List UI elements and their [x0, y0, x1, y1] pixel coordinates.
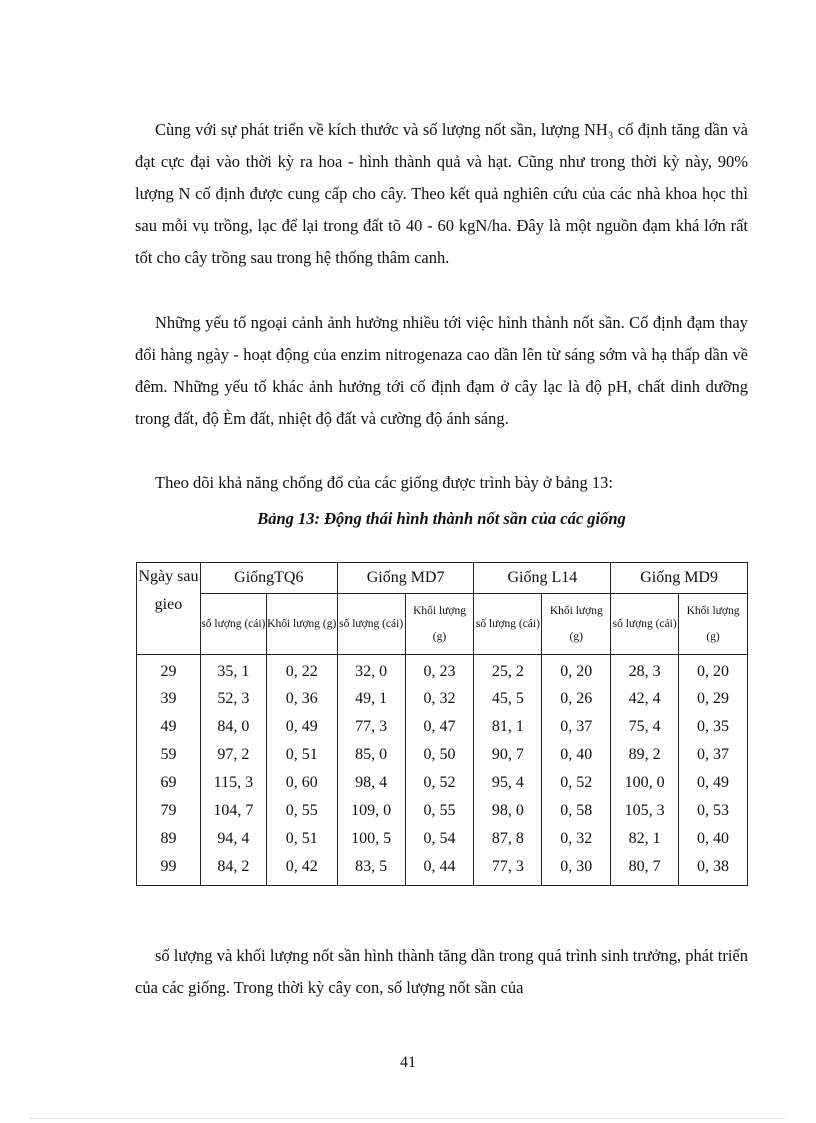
value-cell: 82, 1 — [611, 825, 679, 853]
value-cell: 85, 0 — [337, 741, 405, 769]
value-cell: 42, 4 — [611, 685, 679, 713]
value-cell: 83, 5 — [337, 853, 405, 886]
mass-subheader: Khối lượng (g) — [679, 594, 748, 655]
value-cell: 45, 5 — [474, 685, 542, 713]
value-cell: 81, 1 — [474, 713, 542, 741]
count-subheader: số lượng (cái) — [200, 594, 266, 655]
table-row — [137, 825, 748, 853]
value-cell: 80, 7 — [611, 853, 679, 886]
value-cell: 0, 40 — [542, 741, 611, 769]
value-cell: 90, 7 — [474, 741, 542, 769]
day-cell: 79 — [137, 797, 201, 825]
value-cell: 100, 5 — [337, 825, 405, 853]
variety-header: Giống L14 — [474, 563, 611, 594]
value-cell: 0, 55 — [405, 797, 474, 825]
value-cell: 0, 55 — [266, 797, 337, 825]
value-cell: 0, 44 — [405, 853, 474, 886]
value-cell: 87, 8 — [474, 825, 542, 853]
value-cell: 109, 0 — [337, 797, 405, 825]
table-row — [137, 685, 748, 713]
table-body — [137, 655, 748, 886]
value-cell: 0, 49 — [266, 713, 337, 741]
value-cell: 0, 37 — [542, 713, 611, 741]
variety-header: Giống MD9 — [611, 563, 748, 594]
day-cell: 49 — [137, 713, 201, 741]
value-cell: 0, 20 — [542, 655, 611, 686]
day-cell: 59 — [137, 741, 201, 769]
value-cell: 77, 3 — [474, 853, 542, 886]
value-cell: 0, 53 — [679, 797, 748, 825]
value-cell: 0, 36 — [266, 685, 337, 713]
value-cell: 0, 51 — [266, 741, 337, 769]
count-subheader: số lượng (cái) — [337, 594, 405, 655]
value-cell: 75, 4 — [611, 713, 679, 741]
value-cell: 0, 22 — [266, 655, 337, 686]
paragraph-3: Theo dõi khả năng chống đổ của các giống được trình bày ở bảng 13: — [155, 473, 614, 492]
page-number: 41 — [400, 1054, 416, 1071]
mass-subheader: Khối lượng (g) — [542, 594, 611, 655]
value-cell: 84, 2 — [200, 853, 266, 886]
value-cell: 0, 23 — [405, 655, 474, 686]
value-cell: 0, 40 — [679, 825, 748, 853]
day-header: Ngày sau gieo — [137, 563, 201, 655]
value-cell: 95, 4 — [474, 769, 542, 797]
value-cell: 0, 58 — [542, 797, 611, 825]
value-cell: 104, 7 — [200, 797, 266, 825]
value-cell: 0, 54 — [405, 825, 474, 853]
value-cell: 105, 3 — [611, 797, 679, 825]
value-cell: 0, 32 — [542, 825, 611, 853]
value-cell: 89, 2 — [611, 741, 679, 769]
value-cell: 98, 4 — [337, 769, 405, 797]
variety-header: Giống MD7 — [337, 563, 474, 594]
mass-subheader: Khối lượng (g) — [405, 594, 474, 655]
value-cell: 0, 60 — [266, 769, 337, 797]
value-cell: 77, 3 — [337, 713, 405, 741]
value-cell: 0, 26 — [542, 685, 611, 713]
table-row — [137, 797, 748, 825]
value-cell: 0, 32 — [405, 685, 474, 713]
paragraph-1: Cùng với sự phát triển về kích thước và số lượng nốt sần, lượng NH₃ cố định tăng dần và đạt cực đại vào thời kỳ ra hoa - hình thành quả và hạt. Cũng như trong thời kỳ này, 90% lượng N cố định được cung cấp cho cây. Theo kết quả nghiên cứu của các nhà khoa học thì sau mỗi vụ trồng, lạc để lại trong đất tõ 40 - 60 kgN/ha. Đây là một nguồn đạm khá lớn rất tốt cho cây trồng sau trong hệ thống thâm canh. — [135, 120, 748, 267]
value-cell: 0, 20 — [679, 655, 748, 686]
value-cell: 0, 49 — [679, 769, 748, 797]
variety-header: GiốngTQ6 — [200, 563, 337, 594]
paragraph-2: Những yếu tố ngoại cảnh ảnh hưởng nhiều tới việc hình thành nốt sần. Cố định đạm thay đổi hàng ngày - hoạt động của enzim nitrogenaza cao dần lên từ sáng sớm và hạ thấp dần về đêm. Những yếu tố khác ảnh hưởng tới cố định đạm ở cây lạc là độ pH, chất dinh dưỡng trong đất, độ Èm đất, nhiệt độ đất và cường độ ánh sáng. — [135, 313, 748, 428]
value-cell: 0, 52 — [542, 769, 611, 797]
table-row — [137, 713, 748, 741]
table-row — [137, 655, 748, 686]
value-cell: 28, 3 — [611, 655, 679, 686]
day-cell: 29 — [137, 655, 201, 686]
mass-subheader: Khối lượng (g) — [266, 594, 337, 655]
value-cell: 35, 1 — [200, 655, 266, 686]
page-divider — [30, 1118, 786, 1119]
table-row — [137, 769, 748, 797]
day-cell: 69 — [137, 769, 201, 797]
value-cell: 0, 35 — [679, 713, 748, 741]
value-cell: 97, 2 — [200, 741, 266, 769]
value-cell: 94, 4 — [200, 825, 266, 853]
value-cell: 0, 52 — [405, 769, 474, 797]
value-cell: 0, 37 — [679, 741, 748, 769]
value-cell: 25, 2 — [474, 655, 542, 686]
day-cell: 99 — [137, 853, 201, 886]
value-cell: 0, 47 — [405, 713, 474, 741]
value-cell: 84, 0 — [200, 713, 266, 741]
table-caption: Bảng 13: Động thái hình thành nốt sần của các giống — [257, 509, 626, 528]
count-subheader: số lượng (cái) — [474, 594, 542, 655]
value-cell: 0, 29 — [679, 685, 748, 713]
value-cell: 115, 3 — [200, 769, 266, 797]
value-cell: 0, 42 — [266, 853, 337, 886]
paragraph-4: số lượng và khối lượng nốt sần hình thành tăng dần trong quá trình sinh trưởng, phát triển của các giống. Trong thời kỳ cây con, số lượng nốt sần của — [135, 946, 748, 997]
value-cell: 49, 1 — [337, 685, 405, 713]
day-cell: 39 — [137, 685, 201, 713]
value-cell: 0, 51 — [266, 825, 337, 853]
value-cell: 52, 3 — [200, 685, 266, 713]
nodule-table — [136, 562, 748, 886]
table-row — [137, 741, 748, 769]
value-cell: 32, 0 — [337, 655, 405, 686]
value-cell: 98, 0 — [474, 797, 542, 825]
value-cell: 0, 30 — [542, 853, 611, 886]
value-cell: 100, 0 — [611, 769, 679, 797]
day-cell: 89 — [137, 825, 201, 853]
table-row — [137, 853, 748, 886]
value-cell: 0, 38 — [679, 853, 748, 886]
value-cell: 0, 50 — [405, 741, 474, 769]
count-subheader: số lượng (cái) — [611, 594, 679, 655]
